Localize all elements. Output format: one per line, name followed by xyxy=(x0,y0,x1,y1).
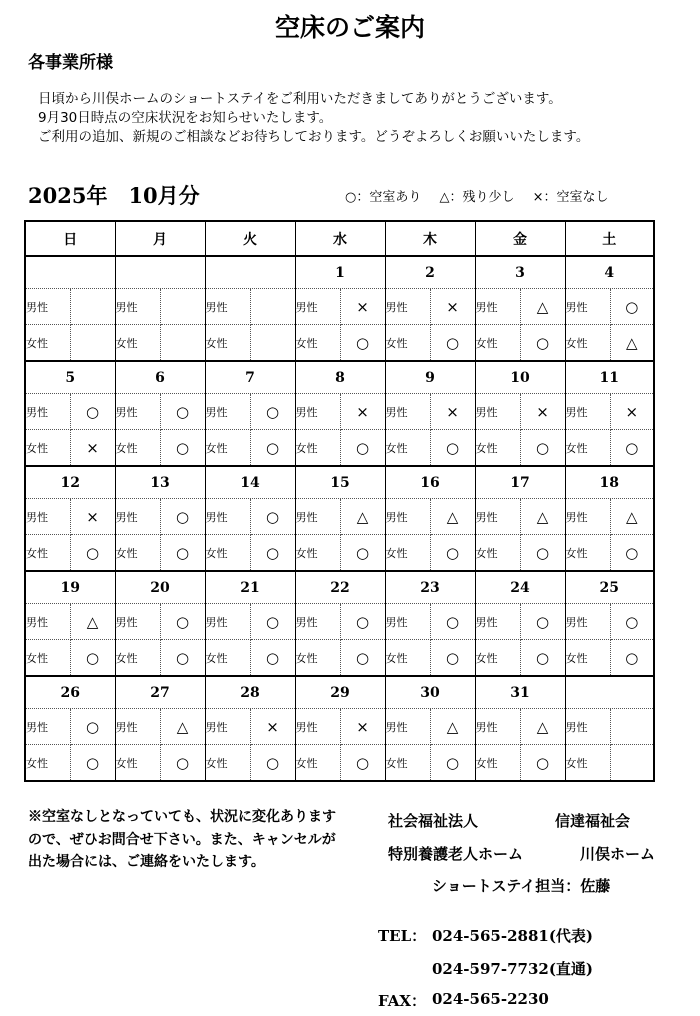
female-vacancy-status xyxy=(610,745,654,782)
female-label: 女性 xyxy=(385,745,430,782)
female-vacancy-status: ○ xyxy=(70,535,115,572)
female-vacancy-status: ○ xyxy=(430,745,475,782)
female-vacancy-status: ○ xyxy=(160,640,205,677)
male-label: 男性 xyxy=(115,709,160,745)
female-vacancy-status: ○ xyxy=(610,430,654,467)
female-label: 女性 xyxy=(25,640,70,677)
page-title: 空床のご案内 xyxy=(274,13,425,42)
male-vacancy-status: ○ xyxy=(250,604,295,640)
day-number: 3 xyxy=(475,256,565,289)
female-label: 女性 xyxy=(385,325,430,362)
female-label: 女性 xyxy=(475,430,520,467)
note-text: ※空室なしとなっていても、状況に変化ありますので、ぜひお問合せ下さい。また、キャンセルが出た場合には、ご連絡をいたします。 xyxy=(28,809,336,870)
male-vacancy-status: ○ xyxy=(610,604,654,640)
female-vacancy-status: ○ xyxy=(340,745,385,782)
day-number: 5 xyxy=(25,361,115,394)
male-vacancy-status: × xyxy=(340,394,385,430)
day-number: 16 xyxy=(385,466,475,499)
female-label: 女性 xyxy=(205,745,250,782)
date-row xyxy=(25,676,654,709)
male-vacancy-status: △ xyxy=(520,709,565,745)
male-vacancy-status: △ xyxy=(520,289,565,325)
male-label: 男性 xyxy=(385,499,430,535)
day-number: 13 xyxy=(115,466,205,499)
female-vacancy-status: ○ xyxy=(430,640,475,677)
day-number: 27 xyxy=(115,676,205,709)
female-vacancy-status xyxy=(250,325,295,362)
legend-few-left: △：残り少し xyxy=(439,190,515,205)
female-label: 女性 xyxy=(115,640,160,677)
female-vacancy-status: ○ xyxy=(250,745,295,782)
male-label: 男性 xyxy=(385,709,430,745)
female-vacancy-status: ○ xyxy=(70,640,115,677)
female-vacancy-status: ○ xyxy=(520,640,565,677)
corp-type: 社会福祉法人 xyxy=(388,812,479,830)
day-number: 18 xyxy=(565,466,654,499)
male-vacancy-status: △ xyxy=(70,604,115,640)
male-vacancy-status xyxy=(250,289,295,325)
male-label: 男性 xyxy=(295,604,340,640)
weekday-sat: 土 xyxy=(565,221,654,256)
male-vacancy-status: △ xyxy=(340,499,385,535)
male-label: 男性 xyxy=(115,394,160,430)
day-number: 10 xyxy=(475,361,565,394)
male-vacancy-status: × xyxy=(70,499,115,535)
male-label: 男性 xyxy=(385,604,430,640)
male-vacancy-status: ○ xyxy=(250,394,295,430)
female-vacancy-status: ○ xyxy=(340,430,385,467)
female-status-row xyxy=(25,640,654,677)
male-label: 男性 xyxy=(385,289,430,325)
female-status-row xyxy=(25,535,654,572)
female-vacancy-status: ○ xyxy=(340,535,385,572)
female-vacancy-status: ○ xyxy=(430,430,475,467)
male-label: 男性 xyxy=(25,499,70,535)
male-label: 男性 xyxy=(205,709,250,745)
day-number: 11 xyxy=(565,361,654,394)
day-number: 17 xyxy=(475,466,565,499)
male-vacancy-status: △ xyxy=(430,499,475,535)
day-number: 29 xyxy=(295,676,385,709)
female-label: 女性 xyxy=(205,640,250,677)
female-vacancy-status: ○ xyxy=(520,745,565,782)
day-number: 7 xyxy=(205,361,295,394)
day-number: 28 xyxy=(205,676,295,709)
day-number: 26 xyxy=(25,676,115,709)
male-label: 男性 xyxy=(115,289,160,325)
weekday-thu: 木 xyxy=(385,221,475,256)
female-label: 女性 xyxy=(205,430,250,467)
female-vacancy-status: ○ xyxy=(520,535,565,572)
female-vacancy-status: ○ xyxy=(520,430,565,467)
female-label: 女性 xyxy=(295,430,340,467)
weekday-wed: 水 xyxy=(295,221,385,256)
male-status-row xyxy=(25,394,654,430)
male-vacancy-status: × xyxy=(430,394,475,430)
female-label: 女性 xyxy=(115,325,160,362)
day-number: 6 xyxy=(115,361,205,394)
male-vacancy-status: ○ xyxy=(250,499,295,535)
day-number xyxy=(25,256,115,289)
female-label: 女性 xyxy=(385,640,430,677)
calendar-body xyxy=(25,221,654,781)
male-vacancy-status xyxy=(70,289,115,325)
tel-label: TEL： xyxy=(378,927,427,945)
day-number: 15 xyxy=(295,466,385,499)
male-label: 男性 xyxy=(205,289,250,325)
female-label: 女性 xyxy=(475,325,520,362)
male-label: 男性 xyxy=(25,709,70,745)
female-label: 女性 xyxy=(115,430,160,467)
male-label: 男性 xyxy=(205,394,250,430)
day-number: 21 xyxy=(205,571,295,604)
male-vacancy-status: × xyxy=(430,289,475,325)
male-label: 男性 xyxy=(565,604,610,640)
female-label: 女性 xyxy=(475,535,520,572)
female-status-row xyxy=(25,325,654,362)
fax-number: 024-565-2230 xyxy=(432,990,549,1008)
female-label: 女性 xyxy=(25,745,70,782)
male-label: 男性 xyxy=(565,289,610,325)
female-label: 女性 xyxy=(295,535,340,572)
male-status-row xyxy=(25,709,654,745)
male-vacancy-status: × xyxy=(250,709,295,745)
female-vacancy-status: ○ xyxy=(430,325,475,362)
male-vacancy-status: × xyxy=(610,394,654,430)
tel-direct: 024-597-7732(直通) xyxy=(432,960,594,978)
female-vacancy-status: ○ xyxy=(160,430,205,467)
male-vacancy-status: ○ xyxy=(610,289,654,325)
female-vacancy-status: × xyxy=(70,430,115,467)
male-vacancy-status: ○ xyxy=(340,604,385,640)
female-label: 女性 xyxy=(115,535,160,572)
male-vacancy-status: ○ xyxy=(70,394,115,430)
male-label: 男性 xyxy=(25,604,70,640)
male-vacancy-status xyxy=(160,289,205,325)
female-label: 女性 xyxy=(205,535,250,572)
male-label: 男性 xyxy=(205,604,250,640)
day-number: 20 xyxy=(115,571,205,604)
female-label: 女性 xyxy=(385,430,430,467)
day-number xyxy=(565,676,654,709)
facility-type: 特別養護老人ホーム xyxy=(388,845,524,863)
female-status-row xyxy=(25,745,654,782)
female-status-row xyxy=(25,430,654,467)
legend-full: ×：空室なし xyxy=(532,190,609,205)
tel-main: 024-565-2881(代表) xyxy=(432,927,594,945)
female-vacancy-status: ○ xyxy=(250,535,295,572)
male-vacancy-status: ○ xyxy=(160,604,205,640)
day-number xyxy=(205,256,295,289)
weekday-sun: 日 xyxy=(25,221,115,256)
female-vacancy-status: ○ xyxy=(430,535,475,572)
contact-person: ショートステイ担当：佐藤 xyxy=(432,877,611,895)
female-label: 女性 xyxy=(565,430,610,467)
male-label: 男性 xyxy=(295,289,340,325)
male-vacancy-status: ○ xyxy=(520,604,565,640)
day-number: 4 xyxy=(565,256,654,289)
recipient: 各事業所様 xyxy=(28,53,113,73)
male-vacancy-status: △ xyxy=(520,499,565,535)
male-label: 男性 xyxy=(475,604,520,640)
intro-line: 9月30日時点の空床状況をお知らせいたします。 xyxy=(38,110,333,126)
male-vacancy-status: ○ xyxy=(430,604,475,640)
female-label: 女性 xyxy=(25,535,70,572)
female-vacancy-status xyxy=(160,325,205,362)
female-vacancy-status: ○ xyxy=(520,325,565,362)
male-label: 男性 xyxy=(295,394,340,430)
day-number: 8 xyxy=(295,361,385,394)
male-vacancy-status: ○ xyxy=(160,499,205,535)
female-vacancy-status xyxy=(70,325,115,362)
female-label: 女性 xyxy=(565,325,610,362)
male-vacancy-status: × xyxy=(520,394,565,430)
day-number xyxy=(115,256,205,289)
male-vacancy-status: △ xyxy=(610,499,654,535)
male-vacancy-status: △ xyxy=(160,709,205,745)
weekday-mon: 月 xyxy=(115,221,205,256)
day-number: 14 xyxy=(205,466,295,499)
weekday-header-row xyxy=(25,221,654,256)
vacancy-calendar xyxy=(24,220,655,782)
male-label: 男性 xyxy=(115,604,160,640)
female-label: 女性 xyxy=(295,640,340,677)
female-label: 女性 xyxy=(385,535,430,572)
day-number: 1 xyxy=(295,256,385,289)
male-status-row xyxy=(25,604,654,640)
male-label: 男性 xyxy=(205,499,250,535)
day-number: 22 xyxy=(295,571,385,604)
intro-text xyxy=(38,90,589,147)
male-vacancy-status: × xyxy=(340,289,385,325)
fax-label: FAX： xyxy=(378,992,427,1010)
male-label: 男性 xyxy=(565,499,610,535)
date-row xyxy=(25,466,654,499)
female-vacancy-status: ○ xyxy=(160,535,205,572)
date-row xyxy=(25,571,654,604)
intro-line: 日頃から川俣ホームのショートステイをご利用いただきましてありがとうございます。 xyxy=(38,91,562,107)
male-label: 男性 xyxy=(475,394,520,430)
male-label: 男性 xyxy=(295,499,340,535)
male-vacancy-status: ○ xyxy=(160,394,205,430)
female-vacancy-status: ○ xyxy=(340,640,385,677)
facility-name: 川俣ホーム xyxy=(580,845,656,863)
male-status-row xyxy=(25,289,654,325)
day-number: 12 xyxy=(25,466,115,499)
day-number: 19 xyxy=(25,571,115,604)
female-vacancy-status: △ xyxy=(610,325,654,362)
legend-available: ○：空室あり xyxy=(345,190,422,205)
female-vacancy-status: ○ xyxy=(160,745,205,782)
male-label: 男性 xyxy=(385,394,430,430)
female-vacancy-status: ○ xyxy=(340,325,385,362)
male-label: 男性 xyxy=(565,709,610,745)
female-label: 女性 xyxy=(565,640,610,677)
corp-name: 信達福祉会 xyxy=(555,812,631,830)
weekday-fri: 金 xyxy=(475,221,565,256)
male-label: 男性 xyxy=(475,289,520,325)
date-row xyxy=(25,256,654,289)
day-number: 31 xyxy=(475,676,565,709)
male-label: 男性 xyxy=(25,394,70,430)
male-vacancy-status xyxy=(610,709,654,745)
female-label: 女性 xyxy=(475,745,520,782)
male-label: 男性 xyxy=(25,289,70,325)
day-number: 24 xyxy=(475,571,565,604)
date-row xyxy=(25,361,654,394)
legend xyxy=(345,186,623,205)
male-label: 男性 xyxy=(475,709,520,745)
female-vacancy-status: ○ xyxy=(610,640,654,677)
female-label: 女性 xyxy=(295,325,340,362)
female-vacancy-status: ○ xyxy=(70,745,115,782)
day-number: 23 xyxy=(385,571,475,604)
female-label: 女性 xyxy=(115,745,160,782)
male-label: 男性 xyxy=(565,394,610,430)
female-label: 女性 xyxy=(475,640,520,677)
male-status-row xyxy=(25,499,654,535)
day-number: 25 xyxy=(565,571,654,604)
day-number: 30 xyxy=(385,676,475,709)
male-vacancy-status: × xyxy=(340,709,385,745)
female-vacancy-status: ○ xyxy=(610,535,654,572)
female-label: 女性 xyxy=(25,430,70,467)
weekday-tue: 火 xyxy=(205,221,295,256)
male-vacancy-status: ○ xyxy=(70,709,115,745)
female-label: 女性 xyxy=(565,745,610,782)
female-label: 女性 xyxy=(565,535,610,572)
male-vacancy-status: △ xyxy=(430,709,475,745)
female-label: 女性 xyxy=(25,325,70,362)
day-number: 9 xyxy=(385,361,475,394)
day-number: 2 xyxy=(385,256,475,289)
female-vacancy-status: ○ xyxy=(250,640,295,677)
female-vacancy-status: ○ xyxy=(250,430,295,467)
month-label: 2025年 10月分 xyxy=(28,183,200,208)
female-label: 女性 xyxy=(205,325,250,362)
male-label: 男性 xyxy=(475,499,520,535)
male-label: 男性 xyxy=(295,709,340,745)
male-label: 男性 xyxy=(115,499,160,535)
female-label: 女性 xyxy=(295,745,340,782)
intro-line: ご利用の追加、新規のご相談などお待ちしております。どうぞよろしくお願いいたします。 xyxy=(38,129,590,145)
